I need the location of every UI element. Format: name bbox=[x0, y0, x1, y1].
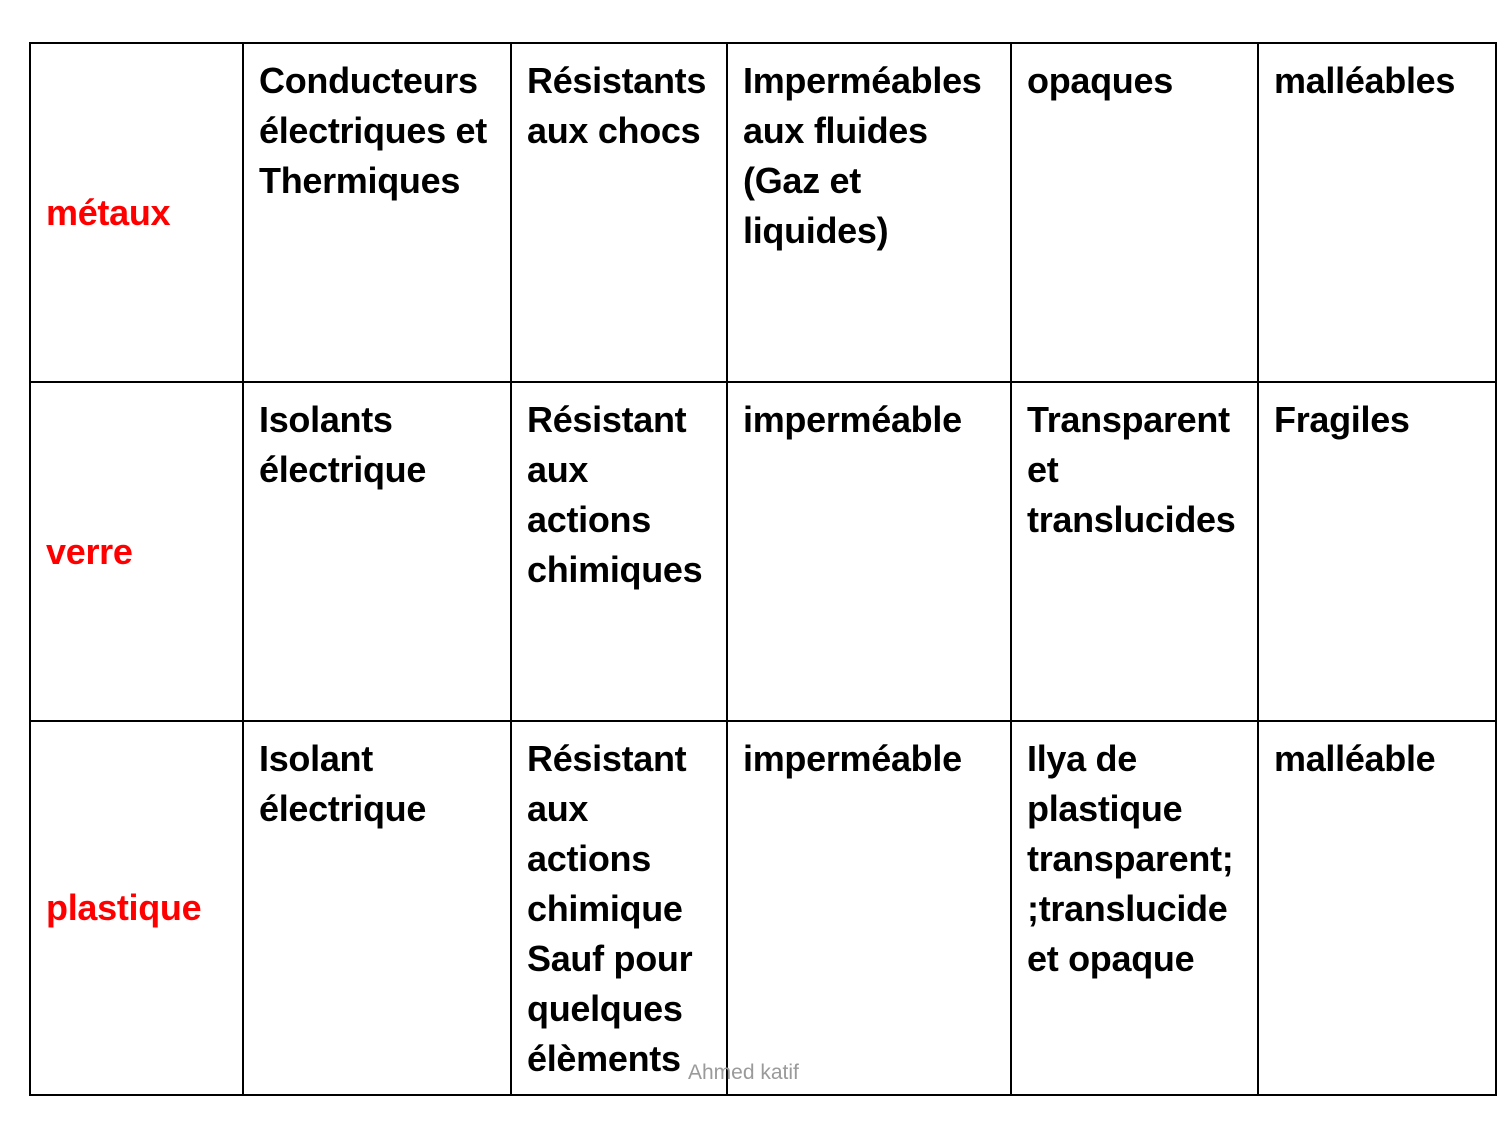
cell-verre-resistance: Résistant aux actions chimiques bbox=[511, 382, 727, 721]
cell-plastique-permeability: imperméable bbox=[727, 721, 1011, 1095]
material-label-verre: verre bbox=[30, 382, 243, 721]
author-watermark: Ahmed katif bbox=[688, 1061, 799, 1084]
cell-metaux-transparency: opaques bbox=[1011, 43, 1258, 382]
cell-metaux-resistance: Résistants aux chocs bbox=[511, 43, 727, 382]
material-label-plastique: plastique bbox=[30, 721, 243, 1095]
cell-verre-permeability: imperméable bbox=[727, 382, 1011, 721]
material-label-metaux: métaux bbox=[30, 43, 243, 382]
cell-verre-conductivity: Isolants électrique bbox=[243, 382, 511, 721]
cell-plastique-conductivity: Isolant électrique bbox=[243, 721, 511, 1095]
cell-metaux-permeability: Imperméables aux fluides (Gaz et liquides) bbox=[727, 43, 1011, 382]
cell-verre-fragility: Fragiles bbox=[1258, 382, 1496, 721]
cell-plastique-resistance: Résistant aux actions chimique Sauf pour quelques élèments bbox=[511, 721, 727, 1095]
table-row-plastique bbox=[30, 721, 1496, 1095]
cell-verre-transparency: Transparent et translucides bbox=[1011, 382, 1258, 721]
table-row-verre bbox=[30, 382, 1496, 721]
cell-metaux-malleability: malléables bbox=[1258, 43, 1496, 382]
cell-plastique-transparency: Ilya de plastique transparent; ;translucide et opaque bbox=[1011, 721, 1258, 1095]
cell-metaux-conductivity: Conducteurs électriques et Thermiques bbox=[243, 43, 511, 382]
table-row-metaux bbox=[30, 43, 1496, 382]
cell-plastique-malleability: malléable bbox=[1258, 721, 1496, 1095]
materials-properties-table bbox=[29, 42, 1497, 1096]
